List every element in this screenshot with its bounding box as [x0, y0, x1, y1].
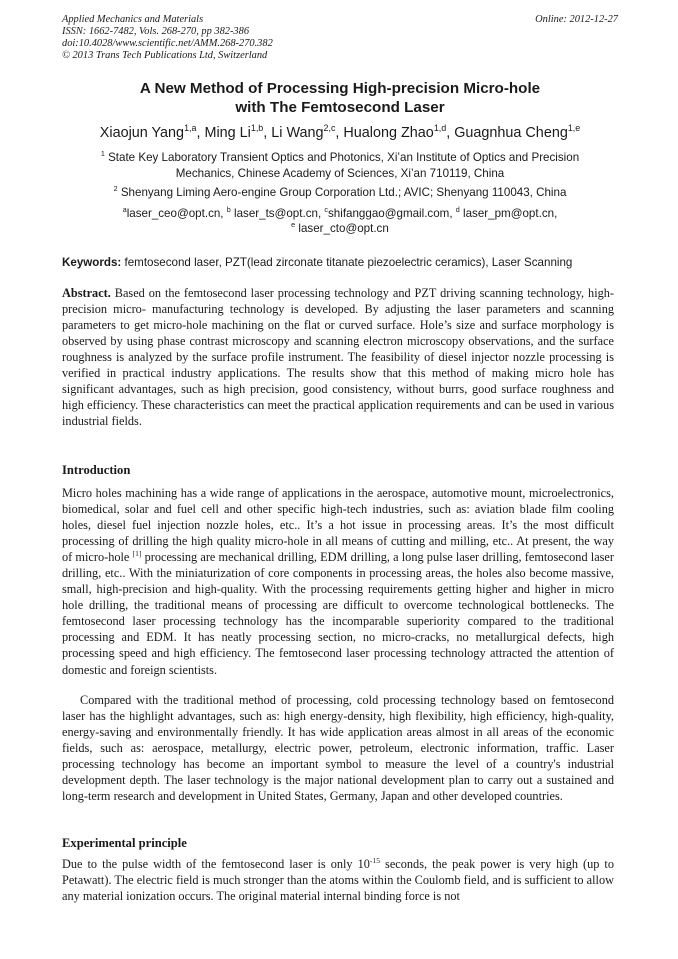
abstract-text: Based on the femtosecond laser processing technology and PZT driving scanning technology, high-precision micro- manufacturing technology is developed. By adjusting the laser parameters and scanning parameters to get micro-hole machining on the flat or curved surface. Hole’s size and surface morphology is observed by using phase contrast microscopy and scanning electron microscopy observations, and the surface roughness is analyzed by the surface profile instrument. The feasibility of diesel injector nozzle processing is verified in practical industry applications. The results show that this method of making micro hole has significant advantages, such as high precision, good consistency, without burrs, good surface roughness and high efficiency. These characteristics can meet the practical application requirements and can be used in various industrial fields. — [62, 286, 614, 429]
issn-line: ISSN: 1662-7482, Vols. 268-270, pp 382-386 — [62, 26, 250, 37]
doi-line: doi:10.4028/www.scientific.net/AMM.268-270.382 — [62, 38, 273, 49]
author-list: Xiaojun Yang$^{1,a}$, Ming Li$^{1,b}$, Li Wang$^{2,c}$, Hualong Zhao$^{1,d}$, Guagnhua Cheng$^{1,e}$ — [99, 123, 581, 141]
citation-ref[interactable]: [1] — [132, 549, 142, 559]
affiliation-1 — [62, 150, 618, 182]
email-mark: a — [122, 205, 127, 215]
affiliation-number: 2 — [113, 184, 118, 194]
author-name: Ming Li — [204, 125, 251, 141]
intro-text: Micro holes machining has a wide range of applications in the aerospace, automotive mount, microelectronics, biomedical, solar and fuel cell and other specific high-tech industries, such as: aviation blade film cooling holes, diesel fuel injection nozzle holes, etc.. It’s a hot issue in processing areas. It’s the most difficult processing of drilling the high quality micro-hole in all means of cutting and milling, etc.. At present, the way of micro-hole — [62, 486, 614, 565]
author-name: Hualong Zhao — [343, 125, 434, 141]
author-affiliation-mark: 2,c — [323, 123, 336, 134]
affiliation-2-text: Shenyang Liming Aero-engine Group Corporation Ltd.; AVIC; Shenyang 110043, China — [120, 186, 567, 199]
section-heading-introduction: Introduction — [62, 463, 131, 477]
exp-text: seconds, the peak power is very high (up to Petawatt). The electric field is much stronger than the atoms within the Coulomb field, and is sufficient to allow any material ionization occurs. The original material internal binding force is not — [62, 857, 615, 904]
author-name: Xiaojun Yang — [99, 125, 185, 141]
abstract — [62, 285, 614, 429]
email-d[interactable]: laser_pm@opt.cn, — [463, 207, 558, 220]
affiliation-2 — [62, 185, 618, 201]
email-mark: d — [455, 205, 460, 215]
paper-title — [62, 79, 618, 117]
author-affiliation-mark: 1,d — [433, 123, 447, 134]
introduction-paragraph-1 — [62, 485, 614, 678]
email-b[interactable]: laser_ts@opt.cn, — [234, 207, 322, 220]
exp-text: Due to the pulse width of the femtosecond laser is only 10 — [62, 857, 370, 871]
email-mark: e — [291, 220, 296, 230]
author-affiliation-mark: 1,e — [567, 123, 581, 134]
affiliation-1-line-2: Mechanics, Chinese Academy of Sciences, Xi’an 710119, China — [175, 167, 505, 180]
author-name: Li Wang — [271, 125, 324, 141]
keywords-label: Keywords: — [62, 256, 122, 269]
email-e[interactable]: laser_cto@opt.cn — [298, 222, 389, 235]
online-date: Online: 2012-12-27 — [535, 14, 618, 25]
email-c[interactable]: shifanggao@gmail.com, — [328, 207, 453, 220]
keywords-text: femtosecond laser, PZT(lead zirconate titanate piezoelectric ceramics), Laser Scanning — [121, 256, 573, 269]
copyright-line: © 2013 Trans Tech Publications Ltd, Switzerland — [62, 50, 268, 61]
affiliation-1-line-1: State Key Laboratory Transient Optics and Photonics, Xi’an Institute of Optics and Precision — [108, 151, 580, 164]
author-affiliation-mark: 1,b — [250, 123, 264, 134]
email-mark: b — [226, 205, 231, 215]
exponent: -15 — [369, 855, 381, 865]
intro-text: processing are mechanical drilling, EDM drilling, a long pulse laser drilling, femtosecond laser drilling, etc.. With the miniaturization of core components in processing areas, the holes also become massive, small, high-precision and high-quality. With the processing requirements getting higher and higher in micro hole drilling, the traditional means of processing are difficult to overcome technological bottlenecks. The femtosecond laser processing technology has the incomparable superiority compared to the traditional processing and EDM. It has neatly processing section, no micro-cracks, no metallurgical defects, high processing speed and high efficiency. The femtosecond laser processing technology attracted the attention of domestic and foreign scientists. — [62, 550, 614, 677]
title-line-2: with The Femtosecond Laser — [235, 99, 445, 116]
keywords — [62, 255, 618, 270]
author-emails — [62, 206, 618, 236]
section-heading-experimental-principle: Experimental principle — [62, 836, 187, 850]
author-name: Guagnhua Cheng — [454, 125, 568, 141]
email-a[interactable]: laser_ceo@opt.cn, — [126, 207, 224, 220]
journal-name: Applied Mechanics and Materials — [62, 14, 204, 25]
email-mark: c — [324, 205, 328, 215]
title-line-1: A New Method of Processing High-precision Micro-hole — [139, 80, 541, 97]
abstract-label: Abstract. — [62, 286, 111, 300]
author-affiliation-mark: 1,a — [184, 123, 197, 134]
experimental-paragraph-1 — [62, 856, 614, 904]
journal-header — [62, 14, 618, 62]
affiliation-number: 1 — [100, 149, 105, 159]
introduction-paragraph-2: Compared with the traditional method of processing, cold processing technology based on femtosecond laser has the highlight advantages, such as: high energy-density, high flexibility, high efficiency, high-quality, energy-saving and environmentally friendly. It has wide application areas almost in all areas of the economic fields, such as: aerospace, metallurgy, electric power, petroleum, electronic information, traffic. Laser processing technology has become an important symbol to measure the level of a country's industrial development depth. The laser technology is the major national development plan to carry out a sustained and long-term research and development in United States, Germany, Japan and other developed countries. — [62, 693, 614, 804]
